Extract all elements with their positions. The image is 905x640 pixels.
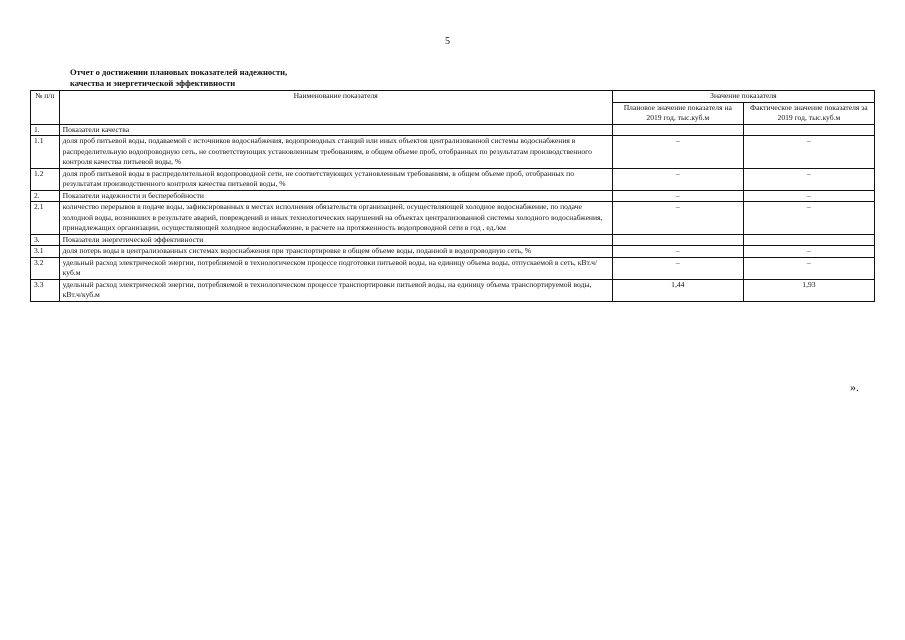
row-plan: 1,44 — [612, 279, 743, 301]
table-row — [31, 279, 875, 301]
row-name: Показатели энергетической эффективности — [59, 234, 612, 246]
row-plan: – — [612, 190, 743, 202]
table-row — [31, 136, 875, 169]
row-name: удельный расход электрической энергии, потребляемой в технологическом процессе транспортировки питьевой воды, на единицу объема транспортируемой воды, кВт.ч/куб.м — [59, 279, 612, 301]
row-num: 1. — [31, 124, 60, 136]
row-fact: – — [743, 202, 874, 235]
row-num: 3.2 — [31, 257, 60, 279]
row-num: 3.3 — [31, 279, 60, 301]
row-num: 1.2 — [31, 168, 60, 190]
row-name: доля проб питьевой воды, подаваемой с источников водоснабжения, водопроводных станций или иных объектов централизованной системы водоснабжения в распределительную водопроводную сеть, не соответствующих установленным требованиям, в общем объеме проб, отобранных по результатам производственного контроля качества питьевой воды, % — [59, 136, 612, 169]
row-name: Показатели качества — [59, 124, 612, 136]
row-plan — [612, 234, 743, 246]
row-plan: – — [612, 202, 743, 235]
row-plan — [612, 124, 743, 136]
title-line-1: Отчет о достижении плановых показателей надежности, — [70, 67, 288, 77]
row-fact: – — [743, 136, 874, 169]
table-row — [31, 246, 875, 258]
row-fact: 1,93 — [743, 279, 874, 301]
header-fact: Фактическое значение показателя за 2019 год, тыс.куб.м — [743, 102, 874, 124]
row-plan: – — [612, 257, 743, 279]
row-plan: – — [612, 168, 743, 190]
row-num: 1.1 — [31, 136, 60, 169]
table-row — [31, 168, 875, 190]
table-row — [31, 190, 875, 202]
row-fact: – — [743, 190, 874, 202]
row-fact: – — [743, 168, 874, 190]
row-plan: – — [612, 136, 743, 169]
row-num: 2. — [31, 190, 60, 202]
row-name: количество перерывов в подаче воды, зафиксированных в местах исполнения обязательств организацией, осуществляющей холодное водоснабжение, по подаче холодной воды, возникших в результате аварий, повреждений и иных технологических нарушений на объектах централизованной системы холодного водоснабжения, принадлежащих организации, осуществляющей холодное водоснабжение, в расчете на протяженность водопроводной сети в год , ед./км — [59, 202, 612, 235]
table-row — [31, 124, 875, 136]
table-row — [31, 234, 875, 246]
row-fact: – — [743, 257, 874, 279]
header-num: № п/п — [31, 91, 60, 125]
closing-quote-mark: ». — [850, 380, 859, 394]
row-num: 3.1 — [31, 246, 60, 258]
row-fact — [743, 124, 874, 136]
row-plan: – — [612, 246, 743, 258]
header-name: Наименование показателя — [59, 91, 612, 125]
row-num: 3. — [31, 234, 60, 246]
header-plan: Плановое значение показателя на 2019 год, тыс.куб.м — [612, 102, 743, 124]
title-line-2: качества и энергетической эффективности — [70, 78, 236, 88]
row-name: доля потерь воды в централизованных системах водоснабжения при транспортировке в общем объеме воды, поданной в водопроводную сеть, % — [59, 246, 612, 258]
row-fact — [743, 234, 874, 246]
row-fact: – — [743, 246, 874, 258]
indicators-table — [30, 90, 875, 302]
row-name: удельный расход электрической энергии, потребляемой в технологическом процессе подготовки питьевой воды, на единицу объема воды, отпускаемой в сеть, кВт.ч/куб.м — [59, 257, 612, 279]
row-name: Показатели надежности и бесперебойности — [59, 190, 612, 202]
row-num: 2.1 — [31, 202, 60, 235]
report-title — [70, 67, 287, 89]
table-row — [31, 257, 875, 279]
header-row-1 — [31, 91, 875, 103]
header-value: Значение показателя — [612, 91, 874, 103]
table-row — [31, 202, 875, 235]
page-number: 5 — [445, 36, 450, 47]
row-name: доля проб питьевой воды в распределительной водопроводной сети, не соответствующих установленным требованиям, в общем объеме проб, отобранных по результатам производственного контроля качества питьевой воды, % — [59, 168, 612, 190]
